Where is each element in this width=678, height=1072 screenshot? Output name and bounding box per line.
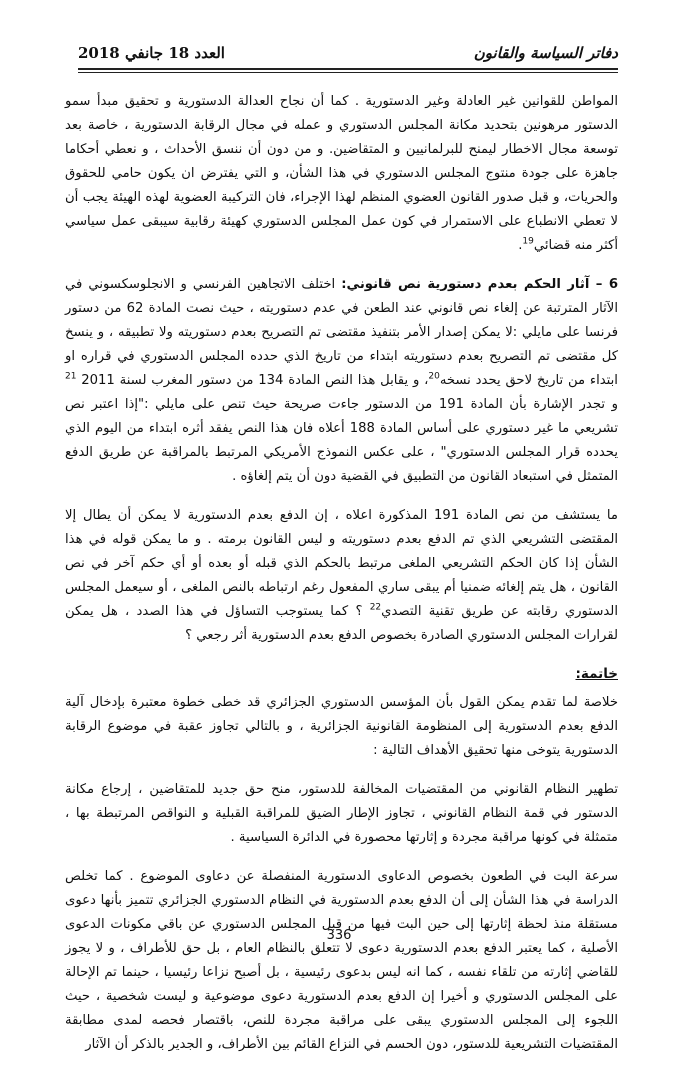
page-header (78, 38, 618, 68)
section-6-title: 6 – آثار الحكم بعدم دستورية نص قانوني: (341, 277, 618, 292)
issue-label: العدد 18 جانفي 2018 (78, 44, 225, 62)
header-divider (78, 68, 618, 73)
document-body (65, 90, 618, 1072)
paragraph-2: 6 – آثار الحكم بعدم دستورية نص قانوني: اختلف الاتجاهين الفرنسي و الانجلوسكسوني في الآثار المترتبة عن إلغاء نص قانوني عند الطعن في عدم دستوريته ، حيث نصت المادة 62 من دستور فرنسا على مايلي :لا يمكن إصدار الأمر بتنفيذ مقتضى تم التصريح بعدم دستوريته ولا تطبيقه ، و ينسخ كل مقتضى تم التصريح بعدم دستوريته ابتداء من تاريخ الذي حدده المجلس الدستوري في قراره او ابتداء من تاريخ لاحق يحدد نسخه$^{20}$، و يقابل هذا النص المادة 134 من دستور المغرب لسنة 2011 $^{21}$ و تجدر الإشارة بأن المادة 191 من الدستور جاءت صريحة حيث تنص على مايلي :"إذا اعتبر نص تشريعي ما غير دستوري على أساس المادة 188 أعلاه فان هذا النص يفقد أثره ابتداء من اليوم الذي يحدده قرار المجلس الدستوري" ، على عكس النموذج الأمريكي المرتبط بالمراقبة عن طريق الدفع المتمثل في استبعاد القانون من التطبيق في القضية دون أن يتم إلغاؤه . (65, 277, 618, 484)
conclusion-heading: خاتمة: (575, 666, 618, 682)
paragraph-6: سرعة البت في الطعون بخصوص الدعاوى الدستورية المنفصلة عن دعاوى الموضوع . كما تخلص الدراسة في هذا الشأن إلى أن الدفع بعدم الدستورية في النظام الدستوري الجزائري تتميز بأنها دعوى مستقلة منذ لحظة إثارتها إلى حين البت فيها من قبل المجلس الدستوري عن باقي مكونات الدعوى الأصلية ، كما يعتبر الدفع بعدم الدستورية دعوى لا تتعلق بالنظام العام ، بل حق للأطراف ، و لا يجوز للقاضي إثارته من تلقاء نفسه ، كما انه ليس بدعوى رئيسية ، بل أصبح نزاعا رئيسيا ، حينما تم الإحالة على المجلس الدستوري و أخيرا إن الدفع بعدم الدستورية دعوى موضوعية و ليست شخصية ، حيث اللجوء إلى المجلس الدستوري يبقى على مراقبة مجردة للنص، باقتصار فحصه لمدى مطابقة المقتضيات التشريعية للدستور، دون الحسم في النزاع القائم بين الأطراف، و الجدير بالذكر أن الآثار (65, 869, 618, 1052)
footnote-ref-21: 21 (65, 371, 77, 382)
footnote-ref-20: 20 (428, 371, 440, 382)
paragraph-3: ما يستشف من نص المادة 191 المذكورة اعلاه ، إن الدفع بعدم الدستورية لا يمكن أن يطال إلا المقتضى التشريعي الذي تم الدفع بعدم دستوريته و ليس القانون برمته . و ما يمكن قوله في هذا الشأن إذا كان الحكم التشريعي الملغى مرتبط بالحكم الذي قبله أو بعده أو أي حكم آخر في نص القانون ، هل يتم إلغائه ضمنيا أم يبقى ساري المفعول رغم ارتباطه بالنص الملغى ، أو سيعمل المجلس الدستوري رقابته عن طريق تقنية التصدي$^{22}$ ؟ كما يستوجب التساؤل في هذا الصدد ، هل يمكن لقرارات المجلس الدستوري الصادرة بخصوص الدفع بعدم الدستورية أثر رجعي ؟ (65, 508, 618, 643)
paragraph-4: خلاصة لما تقدم يمكن القول بأن المؤسس الدستوري الجزائري قد خطى خطوة معتبرة بإدخال آلية الدفع بعدم الدستورية إلى المنظومة القانونية الجزائرية ، و بالتالي تجاوز عقبة في موضوع الرقابة الدستورية يتوخى منها تحقيق الأهداف التالية : (65, 695, 618, 758)
paragraph-1: المواطن للقوانين غير العادلة وغير الدستورية . كما أن نجاح العدالة الدستورية و تحقيق مبدأ سمو الدستور مرهونين بتحديد مكانة المجلس الدستوري و عمله في مجال الرقابة الدستورية ، خاصة بعد توسعة مجال الاخطار ليمنح للبرلمانيين و المتقاضين. و من دون أن ننسق الأحداث ، و نعطي أحكاما جاهزة على جودة منتوج المجلس الدستوري في هذا الشأن، و التي يفترض ان يكون حامي للحقوق والحريات، و قبل صدور القانون العضوي المنظم لهذا الإجراء، فان التركيبة العضوية لهذه الهيئة يجب أن لا تعطي الانطباع على الاستمرار في كون عمل المجلس الدستوري كهيئة رقابية سيبقى عمل سياسي أكثر منه قضائي$^{19}$. (65, 94, 618, 253)
journal-title: دفاتر السياسة والقانون (473, 44, 618, 62)
footnote-ref-22: 22 (369, 602, 382, 613)
paragraph-5: تطهير النظام القانوني من المقتضيات المخالفة للدستور، منح حق جديد للمتقاضين ، إرجاع مكانة الدستور في قمة النظام القانوني ، تجاوز الإطار الضيق للمراقبة القبلية و النواقص المرتبطة بها ، متمثلة في كونها مراقبة مجردة و إثارتها محصورة في الدائرة السياسية . (65, 782, 618, 845)
footnote-ref-19: 19 (522, 236, 534, 247)
page-number: 336 (326, 928, 352, 943)
